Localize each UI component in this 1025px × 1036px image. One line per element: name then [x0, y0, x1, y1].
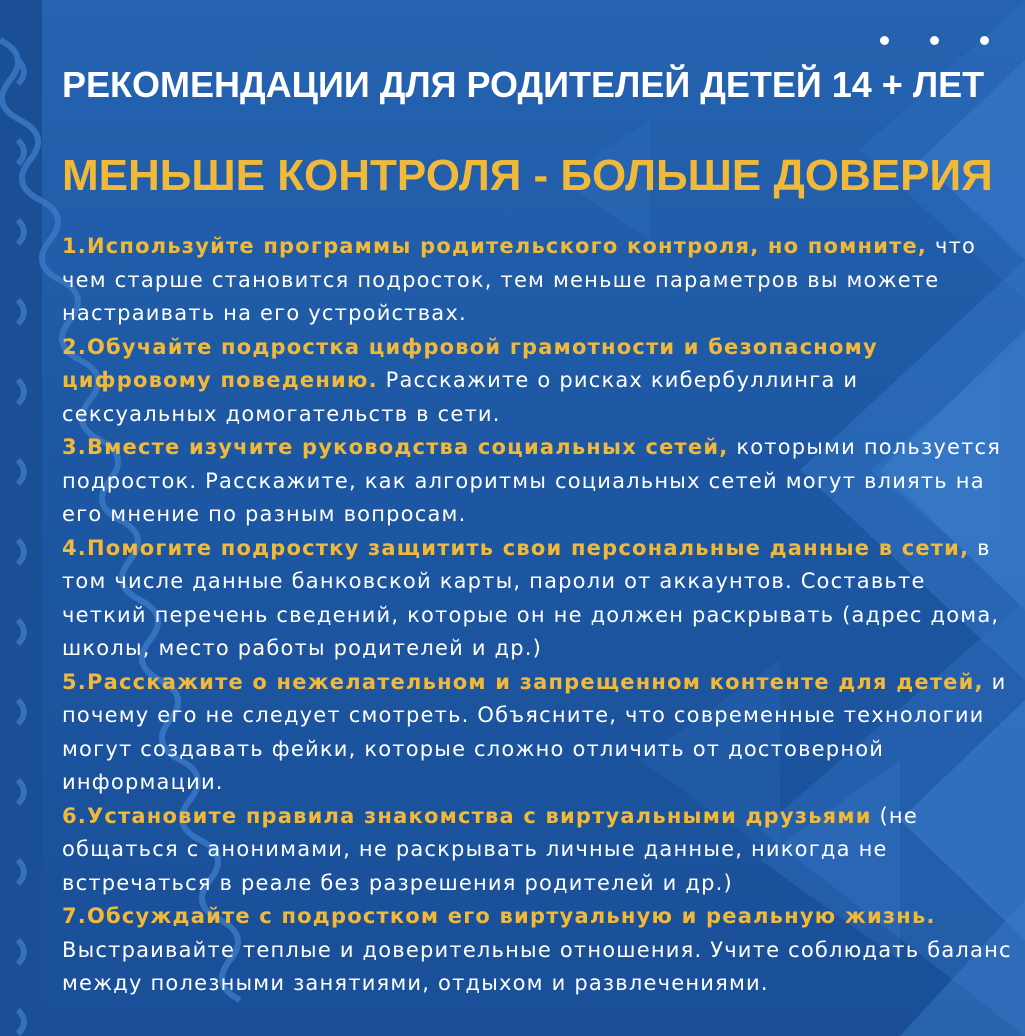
recommendation-text: и почему его не следует смотреть. Объясните, что современные технологии могут создавать фейки, которые сложно отличить от достоверной информации.: [62, 669, 1007, 794]
recommendation-item: [62, 900, 1012, 1001]
recommendation-text: Расскажите о рисках кибербуллинга и сексуальных домогательств в сети.: [62, 368, 859, 426]
recommendation-highlight: 1.Используйте программы родительского контроля, но помните,: [62, 234, 928, 258]
page-subtitle: МЕНЬШЕ КОНТРОЛЯ - БОЛЬШЕ ДОВЕРИЯ: [62, 151, 993, 200]
recommendation-item: [62, 800, 1012, 901]
recommendation-text: что чем старше становится подросток, тем меньше параметров вы можете настраивать на его устройствах.: [62, 234, 977, 325]
recommendation-item: [62, 230, 1012, 331]
recommendation-text: (не общаться с анонимами, не раскрывать личные данные, никогда не встречаться в реале без разрешения родителей и др.): [62, 803, 918, 895]
recommendation-item: [62, 331, 1012, 432]
dot: [930, 36, 939, 45]
recommendation-highlight: 3.Вместе изучите руководства социальных сетей,: [62, 435, 729, 459]
dot: [980, 36, 989, 45]
recommendations-list: [62, 230, 1012, 1001]
recommendation-highlight: 4.Помогите подростку защитить свои персональные данные в сети,: [62, 535, 970, 560]
recommendation-highlight: 5.Расскажите о нежелательном и запрещенном контенте для детей,: [62, 669, 984, 694]
recommendation-highlight: 2.Обучайте подростка цифровой грамотности и безопасному цифровому поведению.: [62, 334, 878, 392]
recommendation-highlight: 7.Обсуждайте с подростком его виртуальную и реальную жизнь.: [62, 904, 936, 928]
content: [62, 62, 1012, 1001]
recommendation-item: [62, 431, 1012, 532]
recommendation-text: в том числе данные банковской карты, пароли от аккаунтов. Составьте четкий перечень сведений, которые он не должен раскрывать (адрес дома, школы, место работы родителей и др.): [62, 535, 1000, 660]
dot: [880, 36, 889, 45]
page-title: РЕКОМЕНДАЦИИ ДЛЯ РОДИТЕЛЕЙ ДЕТЕЙ 14 + ЛЕТ: [62, 64, 985, 105]
recommendation-text: которыми пользуется подросток. Расскажите, как алгоритмы социальных сетей могут влиять на его мнение по разным вопросам.: [62, 435, 1002, 526]
recommendation-item: [62, 532, 1012, 666]
recommendation-text: Выстраивайте теплые и доверительные отношения. Учите соблюдать баланс между полезными занятиями, отдыхом и развлечениями.: [62, 937, 1012, 995]
recommendation-highlight: 6.Установите правила знакомства с виртуальными друзьями: [62, 803, 872, 828]
recommendation-item: [62, 666, 1012, 800]
